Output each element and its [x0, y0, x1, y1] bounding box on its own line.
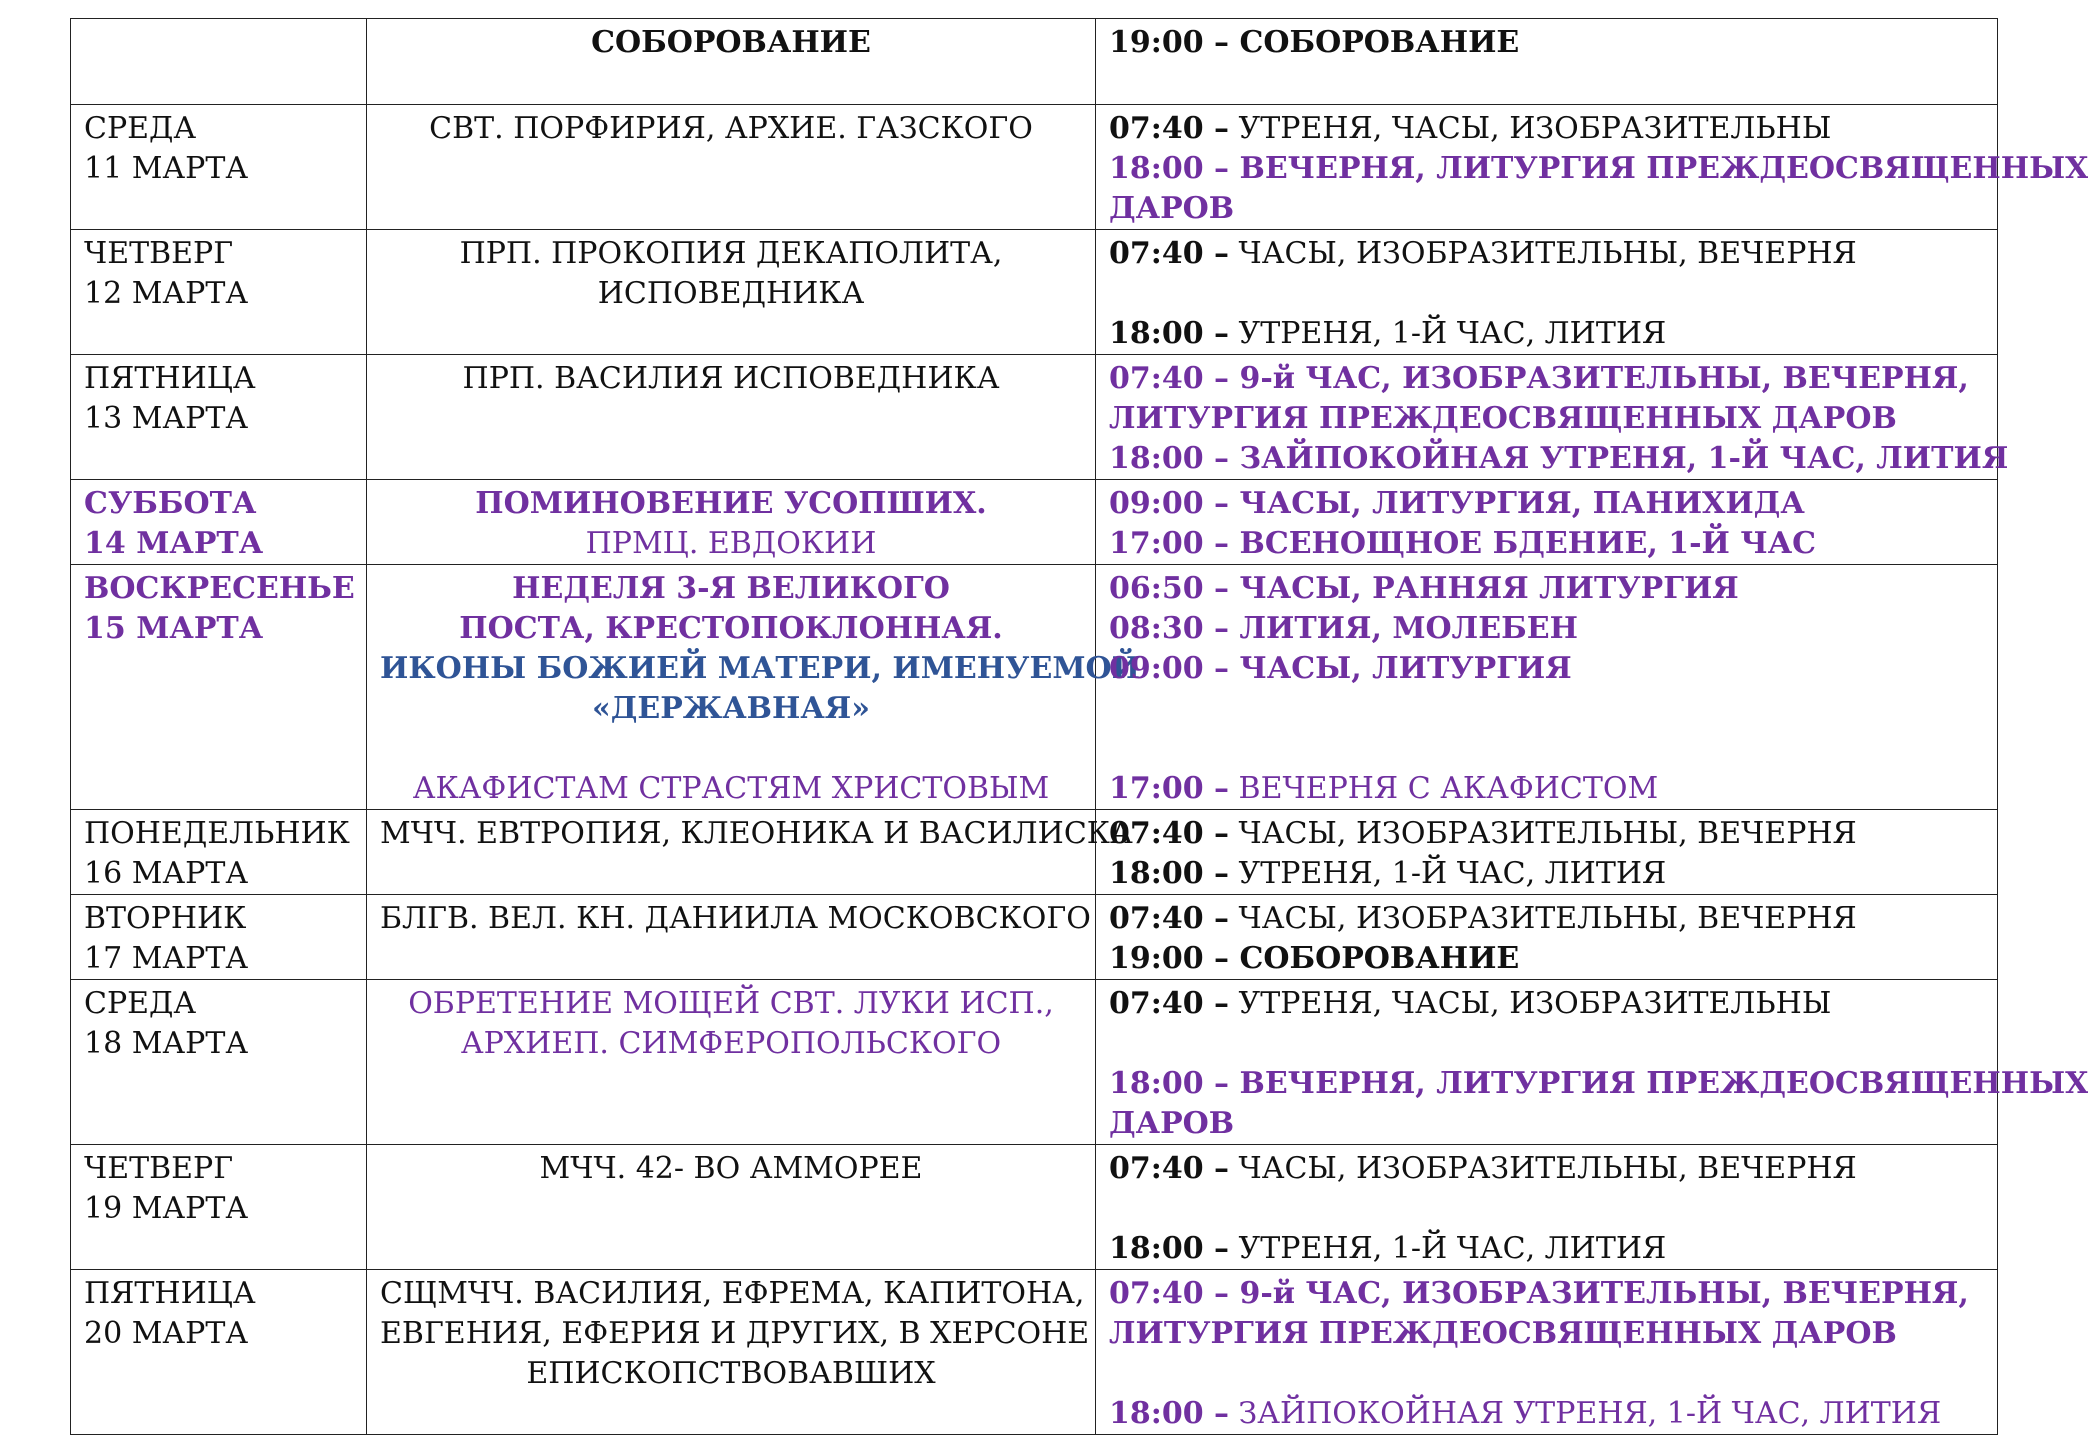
commemoration-text: «ДЕРЖАВНАЯ»: [592, 691, 870, 726]
commemoration-cell: [367, 565, 1141, 810]
date-label: 13 МАРТА: [84, 401, 249, 436]
schedule-body: [71, 19, 2088, 1435]
day-cell: [71, 105, 367, 230]
commemoration-text: ПОСТА, КРЕСТОПОКЛОННАЯ.: [459, 611, 1003, 646]
services-cell: [1096, 230, 1998, 355]
day-cell: [71, 230, 367, 355]
service-line: [1109, 1229, 1984, 1269]
service-description: ЛИТУРГИЯ ПРЕЖДЕОСВЯЩЕННЫХ ДАРОВ: [1109, 1316, 1897, 1351]
service-time: 07:40 –: [1109, 1151, 1230, 1186]
service-line: [1109, 484, 1984, 524]
service-description: ЛИТУРГИЯ ПРЕЖДЕОСВЯЩЕННЫХ ДАРОВ: [1109, 401, 1897, 436]
date-label: 16 МАРТА: [84, 856, 249, 891]
blank-line: [1109, 274, 1984, 314]
blank-line: [380, 729, 1082, 769]
service-line: [1109, 984, 1984, 1024]
weekday-label: ПЯТНИЦА: [84, 1276, 256, 1311]
weekday-label: СУББОТА: [84, 486, 257, 521]
commemoration-text: НЕДЕЛЯ 3-Я ВЕЛИКОГО: [512, 571, 950, 606]
commemoration-cell: [367, 810, 1133, 895]
service-line: [1109, 524, 1984, 564]
day-cell: [71, 19, 367, 105]
services-cell: [1096, 1270, 1998, 1435]
service-time: 09:00 –: [1109, 651, 1230, 686]
service-time: 08:30 –: [1109, 611, 1230, 646]
service-description: ЛИТИЯ, МОЛЕБЕН: [1229, 611, 1578, 646]
date-label: 20 МАРТА: [84, 1316, 249, 1351]
blank-line: [1109, 689, 1984, 729]
service-description: ЧАСЫ, РАННЯЯ ЛИТУРГИЯ: [1229, 571, 1739, 606]
day-cell: [71, 895, 367, 980]
commemoration-text: СВТ. ПОРФИРИЯ, АРХИЕ. ГАЗСКОГО: [429, 111, 1033, 146]
service-line: [1109, 769, 1984, 809]
service-time: 06:50 –: [1109, 571, 1230, 606]
commemoration-cell: [367, 1270, 1096, 1435]
commemoration-text: ИСПОВЕДНИКА: [597, 276, 865, 311]
day-cell: [71, 355, 367, 480]
weekday-label: ВОСКРЕСЕНЬЕ: [84, 571, 355, 606]
service-time: 18:00 –: [1109, 1066, 1230, 1101]
service-line: [1109, 1274, 1984, 1314]
commemoration-text: ПРП. ВАСИЛИЯ ИСПОВЕДНИКА: [462, 361, 1000, 396]
commemoration-text: СОБОРОВАНИЕ: [591, 25, 871, 60]
service-line: [1109, 189, 1984, 229]
date-label: 12 МАРТА: [84, 276, 249, 311]
weekday-label: ПЯТНИЦА: [84, 361, 256, 396]
service-line: [1109, 1394, 1984, 1434]
service-line: [1109, 1149, 1984, 1189]
weekday-label: СРЕДА: [84, 986, 197, 1021]
commemoration-text: МЧЧ. 42- ВО АММОРЕЕ: [539, 1151, 923, 1186]
service-time: 18:00 –: [1109, 1231, 1230, 1266]
service-line: [1109, 854, 1984, 894]
service-time: 17:00 –: [1109, 771, 1230, 806]
day-cell: [71, 480, 367, 565]
commemoration-cell: [367, 230, 1096, 355]
schedule-row: [71, 810, 1998, 895]
commemoration-text: ЕПИСКОПСТВОВАВШИХ: [526, 1356, 936, 1391]
date-label: 18 МАРТА: [84, 1026, 249, 1061]
service-time: 18:00 –: [1109, 151, 1230, 186]
schedule-row: [71, 1145, 1998, 1270]
service-description: УТРЕНЯ, 1-Й ЧАС, ЛИТИЯ: [1229, 1231, 1667, 1266]
services-cell: [1096, 355, 2009, 480]
service-line: [1109, 899, 1984, 939]
services-cell: [1096, 565, 1998, 810]
services-cell: [1096, 810, 1998, 895]
weekday-label: ЧЕТВЕРГ: [84, 236, 234, 271]
blank-line: [1109, 1189, 1984, 1229]
service-line: [1109, 399, 1984, 439]
service-line: [1109, 359, 1984, 399]
schedule-table: [70, 18, 2088, 1435]
service-time: 17:00 –: [1109, 526, 1230, 561]
service-description: УТРЕНЯ, 1-Й ЧАС, ЛИТИЯ: [1229, 856, 1667, 891]
schedule-row: [71, 1270, 1998, 1435]
day-cell: [71, 1145, 367, 1270]
service-description: ВЕЧЕРНЯ С АКАФИСТОМ: [1229, 771, 1659, 806]
services-cell: [1096, 895, 1998, 980]
service-line: [1109, 439, 2009, 479]
service-line: [1109, 609, 1984, 649]
service-time: 18:00 –: [1109, 316, 1230, 351]
service-description: ВЕЧЕРНЯ, ЛИТУРГИЯ ПРЕЖДЕОСВЯЩЕННЫХ: [1229, 1066, 2088, 1101]
schedule-row: [71, 565, 1998, 810]
service-description: ЧАСЫ, ЛИТУРГИЯ: [1229, 651, 1572, 686]
weekday-label: ПОНЕДЕЛЬНИК: [84, 816, 350, 851]
service-line: [1109, 1064, 2088, 1104]
service-time: 07:40 –: [1109, 1276, 1230, 1311]
service-description: ДАРОВ: [1109, 1106, 1235, 1141]
day-cell: [71, 810, 367, 895]
service-line: [1109, 1314, 1984, 1354]
commemoration-cell: [367, 480, 1096, 565]
service-time: 18:00 –: [1109, 1396, 1230, 1431]
service-description: ЧАСЫ, ЛИТУРГИЯ, ПАНИХИДА: [1229, 486, 1805, 521]
service-description: ЧАСЫ, ИЗОБРАЗИТЕЛЬНЫ, ВЕЧЕРНЯ: [1229, 901, 1857, 936]
service-line: [1109, 814, 1984, 854]
service-time: 09:00 –: [1109, 486, 1230, 521]
commemoration-text: ОБРЕТЕНИЕ МОЩЕЙ СВТ. ЛУКИ ИСП.,: [408, 986, 1054, 1021]
service-description: ЧАСЫ, ИЗОБРАЗИТЕЛЬНЫ, ВЕЧЕРНЯ: [1229, 1151, 1857, 1186]
weekday-label: СРЕДА: [84, 111, 197, 146]
service-time: 18:00 –: [1109, 856, 1230, 891]
service-description: СОБОРОВАНИЕ: [1229, 941, 1520, 976]
weekday-label: ЧЕТВЕРГ: [84, 1151, 234, 1186]
service-time: 07:40 –: [1109, 111, 1230, 146]
day-cell: [71, 565, 367, 810]
service-time: 07:40 –: [1109, 361, 1230, 396]
service-description: 9-й ЧАС, ИЗОБРАЗИТЕЛЬНЫ, ВЕЧЕРНЯ,: [1229, 1276, 1969, 1311]
service-description: ВСЕНОЩНОЕ БДЕНИЕ, 1-Й ЧАС: [1229, 526, 1817, 561]
services-cell: [1096, 980, 2088, 1145]
date-label: 17 МАРТА: [84, 941, 249, 976]
schedule-row: [71, 105, 1998, 230]
schedule-row: [71, 980, 1998, 1145]
service-description: УТРЕНЯ, ЧАСЫ, ИЗОБРАЗИТЕЛЬНЫ: [1229, 111, 1832, 146]
commemoration-cell: [367, 105, 1096, 230]
service-line: [1109, 649, 1984, 689]
commemoration-text: АКАФИСТАМ СТРАСТЯМ ХРИСТОВЫМ: [412, 771, 1050, 806]
schedule-row: [71, 19, 1998, 105]
commemoration-cell: [367, 980, 1096, 1145]
services-cell: [1096, 480, 1998, 565]
service-line: [1109, 569, 1984, 609]
service-line: [1109, 314, 1984, 354]
service-line: [1109, 939, 1984, 979]
commemoration-text: БЛГВ. ВЕЛ. КН. ДАНИИЛА МОСКОВСКОГО: [380, 901, 1091, 936]
day-cell: [71, 1270, 367, 1435]
commemoration-text: ЕВГЕНИЯ, ЕФЕРИЯ И ДРУГИХ, В ХЕРСОНЕ: [380, 1316, 1090, 1351]
service-time: 07:40 –: [1109, 816, 1230, 851]
date-label: 14 МАРТА: [84, 526, 264, 561]
commemoration-cell: [367, 355, 1096, 480]
service-time: 19:00 –: [1109, 25, 1230, 60]
service-description: ЧАСЫ, ИЗОБРАЗИТЕЛЬНЫ, ВЕЧЕРНЯ: [1229, 816, 1857, 851]
service-time: 07:40 –: [1109, 986, 1230, 1021]
commemoration-text: СЩМЧЧ. ВАСИЛИЯ, ЕФРЕМА, КАПИТОНА,: [380, 1276, 1085, 1311]
blank-line: [1109, 729, 1984, 769]
service-description: ЧАСЫ, ИЗОБРАЗИТЕЛЬНЫ, ВЕЧЕРНЯ: [1229, 236, 1857, 271]
service-time: 07:40 –: [1109, 236, 1230, 271]
service-line: [1109, 109, 1984, 149]
services-cell: [1096, 1145, 1998, 1270]
service-description: ВЕЧЕРНЯ, ЛИТУРГИЯ ПРЕЖДЕОСВЯЩЕННЫХ: [1229, 151, 2088, 186]
blank-line: [1109, 1024, 1984, 1064]
service-line: [1109, 23, 1984, 63]
schedule-row: [71, 895, 1998, 980]
schedule-row: [71, 480, 1998, 565]
service-description: СОБОРОВАНИЕ: [1229, 25, 1520, 60]
service-description: УТРЕНЯ, ЧАСЫ, ИЗОБРАЗИТЕЛЬНЫ: [1229, 986, 1832, 1021]
service-line: [1109, 234, 1984, 274]
services-cell: [1096, 19, 1998, 105]
service-description: ДАРОВ: [1109, 191, 1235, 226]
service-description: 9-й ЧАС, ИЗОБРАЗИТЕЛЬНЫ, ВЕЧЕРНЯ,: [1229, 361, 1969, 396]
commemoration-text: АРХИЕП. СИМФЕРОПОЛЬСКОГО: [460, 1026, 1002, 1061]
service-description: УТРЕНЯ, 1-Й ЧАС, ЛИТИЯ: [1229, 316, 1667, 351]
service-line: [1109, 1104, 1984, 1144]
commemoration-cell: [367, 19, 1096, 105]
commemoration-text: МЧЧ. ЕВТРОПИЯ, КЛЕОНИКА И ВАСИЛИСКА: [380, 816, 1133, 851]
commemoration-cell: [367, 895, 1096, 980]
blank-line: [1109, 1354, 1984, 1394]
date-label: 11 МАРТА: [84, 151, 249, 186]
service-description: ЗАЙПОКОЙНАЯ УТРЕНЯ, 1-Й ЧАС, ЛИТИЯ: [1229, 1396, 1942, 1431]
commemoration-text: ПРМЦ. ЕВДОКИИ: [585, 526, 877, 561]
day-cell: [71, 980, 367, 1145]
commemoration-text: ИКОНЫ БОЖИЕЙ МАТЕРИ, ИМЕНУЕМОЙ: [380, 651, 1141, 686]
commemoration-text: ПРП. ПРОКОПИЯ ДЕКАПОЛИТА,: [459, 236, 1003, 271]
weekday-label: ВТОРНИК: [84, 901, 247, 936]
commemoration-text: ПОМИНОВЕНИЕ УСОПШИХ.: [475, 486, 987, 521]
schedule-row: [71, 230, 1998, 355]
service-description: ЗАЙПОКОЙНАЯ УТРЕНЯ, 1-Й ЧАС, ЛИТИЯ: [1229, 441, 2009, 476]
services-cell: [1096, 105, 2088, 230]
date-label: 19 МАРТА: [84, 1191, 249, 1226]
service-time: 18:00 –: [1109, 441, 1230, 476]
service-time: 19:00 –: [1109, 941, 1230, 976]
date-label: 15 МАРТА: [84, 611, 264, 646]
commemoration-cell: [367, 1145, 1096, 1270]
schedule-row: [71, 355, 1998, 480]
service-line: [1109, 149, 2088, 189]
service-time: 07:40 –: [1109, 901, 1230, 936]
